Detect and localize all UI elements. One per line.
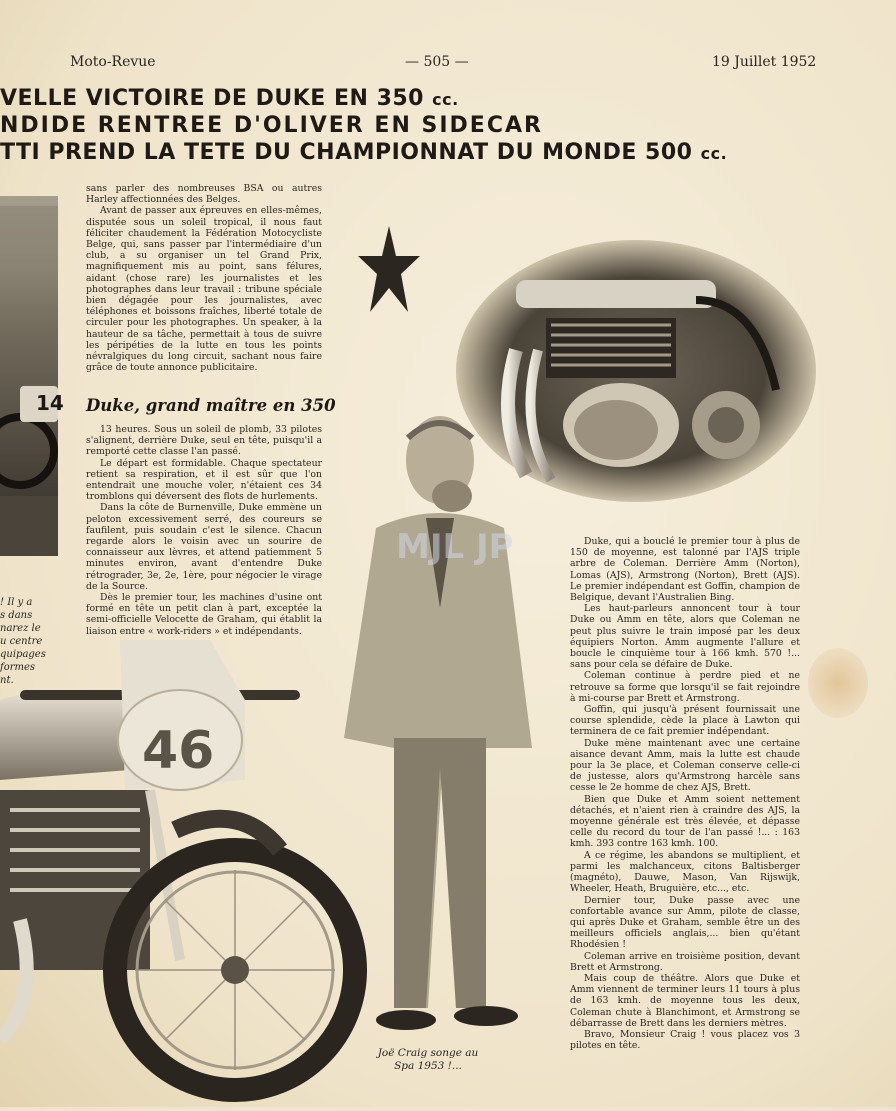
caption-line-2: Spa 1953 !...	[394, 1060, 462, 1072]
paper-stain	[808, 648, 868, 718]
partial-race-number: 14	[36, 391, 64, 415]
headline-line-1	[0, 86, 459, 111]
paragraph: Coleman continue à perdre pied et ne retrouve sa forme que lorsqu'il se fait rejoindre à mi-course par Brett et Armstrong.	[570, 670, 800, 704]
side-fragment-line: narez le	[0, 623, 41, 634]
left-edge-photo	[0, 196, 64, 556]
star-ornament	[356, 224, 422, 318]
paragraph: Dernier tour, Duke passe avec une confortable avance sur Amm, pilote de classe, qui après Duke et Graham, semble être un des meilleurs officiels anglais,... bien qu'étant Rhodésien !	[570, 894, 800, 951]
side-fragment-line: formes	[0, 662, 36, 673]
paragraph: Bien que Duke et Amm soient nettement détachés, et n'aient rien à craindre des AJS, la moyenne générale est très élevée, et dépasse celle du record du tour de l'an passé !... : 163 kmh. 393 contre 163 kmh. 100.	[570, 793, 800, 850]
caption-line-1: Joë Craig songe au	[377, 1047, 479, 1059]
headline-text-1: VELLE VICTOIRE DE DUKE EN 350	[0, 86, 424, 111]
headline-line-2: NDIDE RENTREE D'OLIVER EN SIDECAR	[0, 113, 543, 138]
paragraph: Les haut-parleurs annoncent tour à tour Duke ou Amm en tête, alors que Coleman ne peut plus suivre le train imposé par les deux équipiers Norton. Amm augmente l'allure et boucle le cinquième tour à 166 kmh. 570 !... sans pour cela se défaire de Duke.	[570, 603, 800, 671]
section-subheading: Duke, grand maître en 350	[86, 396, 336, 415]
race-number-plate: 46	[142, 721, 215, 781]
motorcycle-photo	[0, 640, 316, 1107]
headline-unit-3: cc.	[700, 144, 728, 163]
paragraph: Dans la côte de Burnenville, Duke emmène un peloton excessivement serré, des coureurs se faufilent, puis soudain c'est le silence. Chacun regarde alors le voisin avec un sourire de connaisseur aux lèvres, et attend patiemment 5 minutes environ, avant d'entendre Duke rétrograder, 3e, 2e, 1ère, pour négocier le virage de la Source.	[86, 502, 322, 592]
publication-name: Moto-Revue	[70, 54, 156, 70]
paragraph: Bravo, Monsieur Craig ! vous placez vos 3 pilotes en tête.	[570, 1028, 800, 1052]
portrait-photo	[336, 408, 540, 1038]
right-column-body	[570, 536, 800, 1051]
paragraph: Duke mène maintenant avec une certaine aisance devant Amm, mais la lutte est chaude pour la 3e place, et Coleman conserve celle-ci de justesse, alors qu'Armstrong harcèle sans cesse le 2e homme de chez AJS, Brett.	[570, 737, 800, 794]
left-column-intro	[86, 183, 322, 373]
paragraph: 13 heures. Sous un soleil de plomb, 33 pilotes s'alignent, derrière Duke, seul en tête, puisqu'il a remporté cette classe l'an passé.	[86, 424, 322, 458]
left-column-body	[86, 424, 322, 637]
paragraph: Coleman arrive en troisième position, devant Brett et Armstrong.	[570, 950, 800, 973]
side-fragment-line: quipages	[0, 649, 46, 660]
side-fragment-line: ! Il y a	[0, 597, 33, 608]
photo-caption	[348, 1047, 508, 1073]
paragraph: Mais coup de théâtre. Alors que Duke et Amm viennent de terminer leurs 11 tours à plus de 163 kmh. de moyenne tous les deux, Coleman chute à Blanchimont, et Armstrong se débarrasse de Brett dans les derniers mètres.	[570, 972, 800, 1029]
headline-text-3: TTI PREND LA TETE DU CHAMPIONNAT DU MONDE 500	[0, 140, 693, 165]
side-fragment-line: s dans	[0, 610, 33, 621]
side-fragment-line: nt.	[0, 675, 14, 686]
paragraph: Duke, qui a bouclé le premier tour à plus de 150 de moyenne, est talonné par l'AJS triple arbre de Coleman. Derrière Amm (Norton), Lomas (AJS), Armstrong (Norton), Brett (AJS). Le premier indépendant est Goffin, champion de Belgique, devant l'Australien Bing.	[570, 536, 800, 604]
watermark-logo: MJL JP	[396, 527, 514, 567]
headline-line-3	[0, 140, 727, 165]
paragraph: Avant de passer aux épreuves en elles-mêmes, disputée sous un soleil tropical, il nous faut féliciter chaudement la Fédération Motocycliste Belge, qui, sans passer par l'intermédiaire d'un club, a su organiser un tel Grand Prix, magnifiquement mis au point, sans félures, aidant (chose rare) les journalistes et les photographes dans leur travail : tribune spéciale bien dégagée pour les journalistes, avec téléphones et boissons fraîches, liberté totale de circuler pour les photographes. Un speaker, à la hauteur de sa tâche, permettait à tous de suivre les péripéties de la lutte en tous les points névralgiques du long circuit, sachant nous faire grâce de toute annonce publicitaire.	[86, 205, 322, 374]
page-number: — 505 —	[405, 54, 469, 70]
paragraph: Le départ est formidable. Chaque spectateur retient sa respiration, et il est sûr que l'on entendrait une mouche voler, n'étaient ces 34 tromblons qui déversent des flots de hurlements.	[86, 457, 322, 503]
paragraph: Goffin, qui jusqu'à présent fournissait une course splendide, cède la place à Lawton qui terminera de ce fait premier indépendant.	[570, 704, 800, 738]
headline-unit-1: cc.	[432, 90, 459, 109]
issue-date: 19 Juillet 1952	[712, 54, 817, 70]
side-fragment-line: u centre	[0, 636, 43, 647]
paragraph: Dès le premier tour, les machines d'usine ont formé en tête un petit clan à part, exceptée la semi-officielle Velocette de Graham, qui établit la liaison entre « work-riders » et indépendants.	[86, 592, 322, 637]
paragraph: sans parler des nombreuses BSA ou autres Harley affectionnées des Belges.	[86, 183, 322, 206]
paragraph: A ce régime, les abandons se multiplient, et parmi les malchanceux, citons Baltisberger (magnéto), Dauwe, Mason, Van Rijswijk, Wheeler, Heath, Bruguière, etc..., etc.	[570, 849, 800, 895]
